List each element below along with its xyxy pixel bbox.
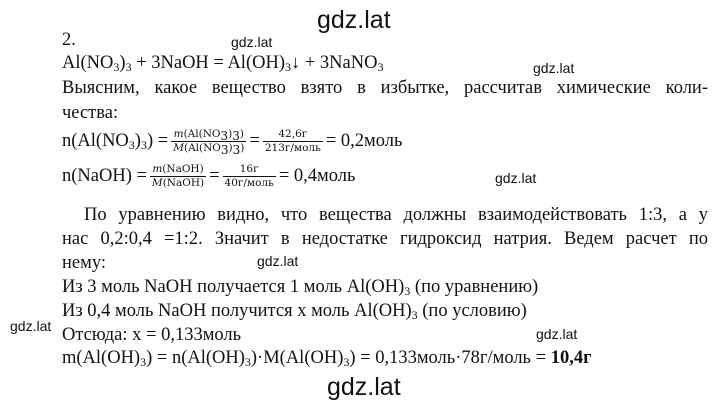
- para2-line2: нас 0,2:0,4 =1:2. Значит в недостатке гидроксид натрия. Ведем расчет по: [62, 229, 708, 249]
- reaction-equation: $Al(NO_3)_3$ + 3NaOH = $Al(OH)_3↓$ + 3NaNO$_3$: [62, 53, 384, 74]
- line-from-0-4-mol: Из 0,4 моль NaOH получится х моль $Al(OH)_3$ (по условию): [62, 301, 527, 322]
- watermark-4: gdz.lat: [257, 253, 299, 269]
- final-answer: 10,4г: [550, 348, 592, 368]
- fraction-mass-over-molar: $\frac{m(Al(NO_3)_3)}{M(Al(NO_3)_3)}$: [173, 128, 245, 158]
- watermark-5: gdz.lat: [10, 318, 52, 334]
- fraction-values-naoh: $\frac{16г}{\text{40г/моль}}$: [224, 163, 274, 190]
- fraction-mass-over-molar-naoh: $\frac{\text{m(NaOH)}}{\text{M(NaOH)}}$: [151, 163, 205, 190]
- calc-aluminium-nitrate: $n(Al(NO_3)_3)$ = $\frac{m(Al(NO_3)_3)}{M(Al(NO_3)_3)}$ = $\frac{42,6г}{\text{213г/моль}}$ = 0,2моль: [62, 128, 403, 158]
- watermark-2: gdz.lat: [533, 60, 575, 76]
- watermark-bottom: gdz.lat: [327, 373, 401, 401]
- para2-line3: нему:: [62, 253, 106, 273]
- fraction-values: $\frac{42,6г}{\text{213г/моль}}$: [264, 128, 321, 155]
- line-from-3-mol: Из 3 моль NaOH получается 1 моль $Al(OH)_3$ (по уравнению): [62, 277, 539, 298]
- watermark-3: gdz.lat: [495, 170, 537, 186]
- para1-line1: Выясним, какое вещество взято в избытке, рассчитав химические коли-: [62, 78, 708, 98]
- line-hence: Отсюда: х = 0,133моль: [62, 325, 242, 345]
- watermark-top: gdz.lat: [317, 6, 391, 34]
- task-number: 2.: [62, 30, 76, 50]
- final-calculation: $m(Al(OH)_3) = n(Al(OH)_3)\cdot M(Al(OH)_3)$ = 0,133моль·78г/моль = 10,4г: [62, 348, 592, 369]
- para2-line1: По уравнению видно, что вещества должны взаимодействовать 1:3, а у: [84, 205, 708, 225]
- para1-line2: чества:: [62, 103, 119, 123]
- watermark-1: gdz.lat: [231, 34, 273, 50]
- calc-sodium-hydroxide: n(NaOH) = $\frac{\text{m(NaOH)}}{\text{M(NaOH)}}$ = $\frac{16г}{\text{40г/моль}}$ = 0,4моль: [62, 163, 356, 190]
- watermark-6: gdz.lat: [536, 326, 578, 342]
